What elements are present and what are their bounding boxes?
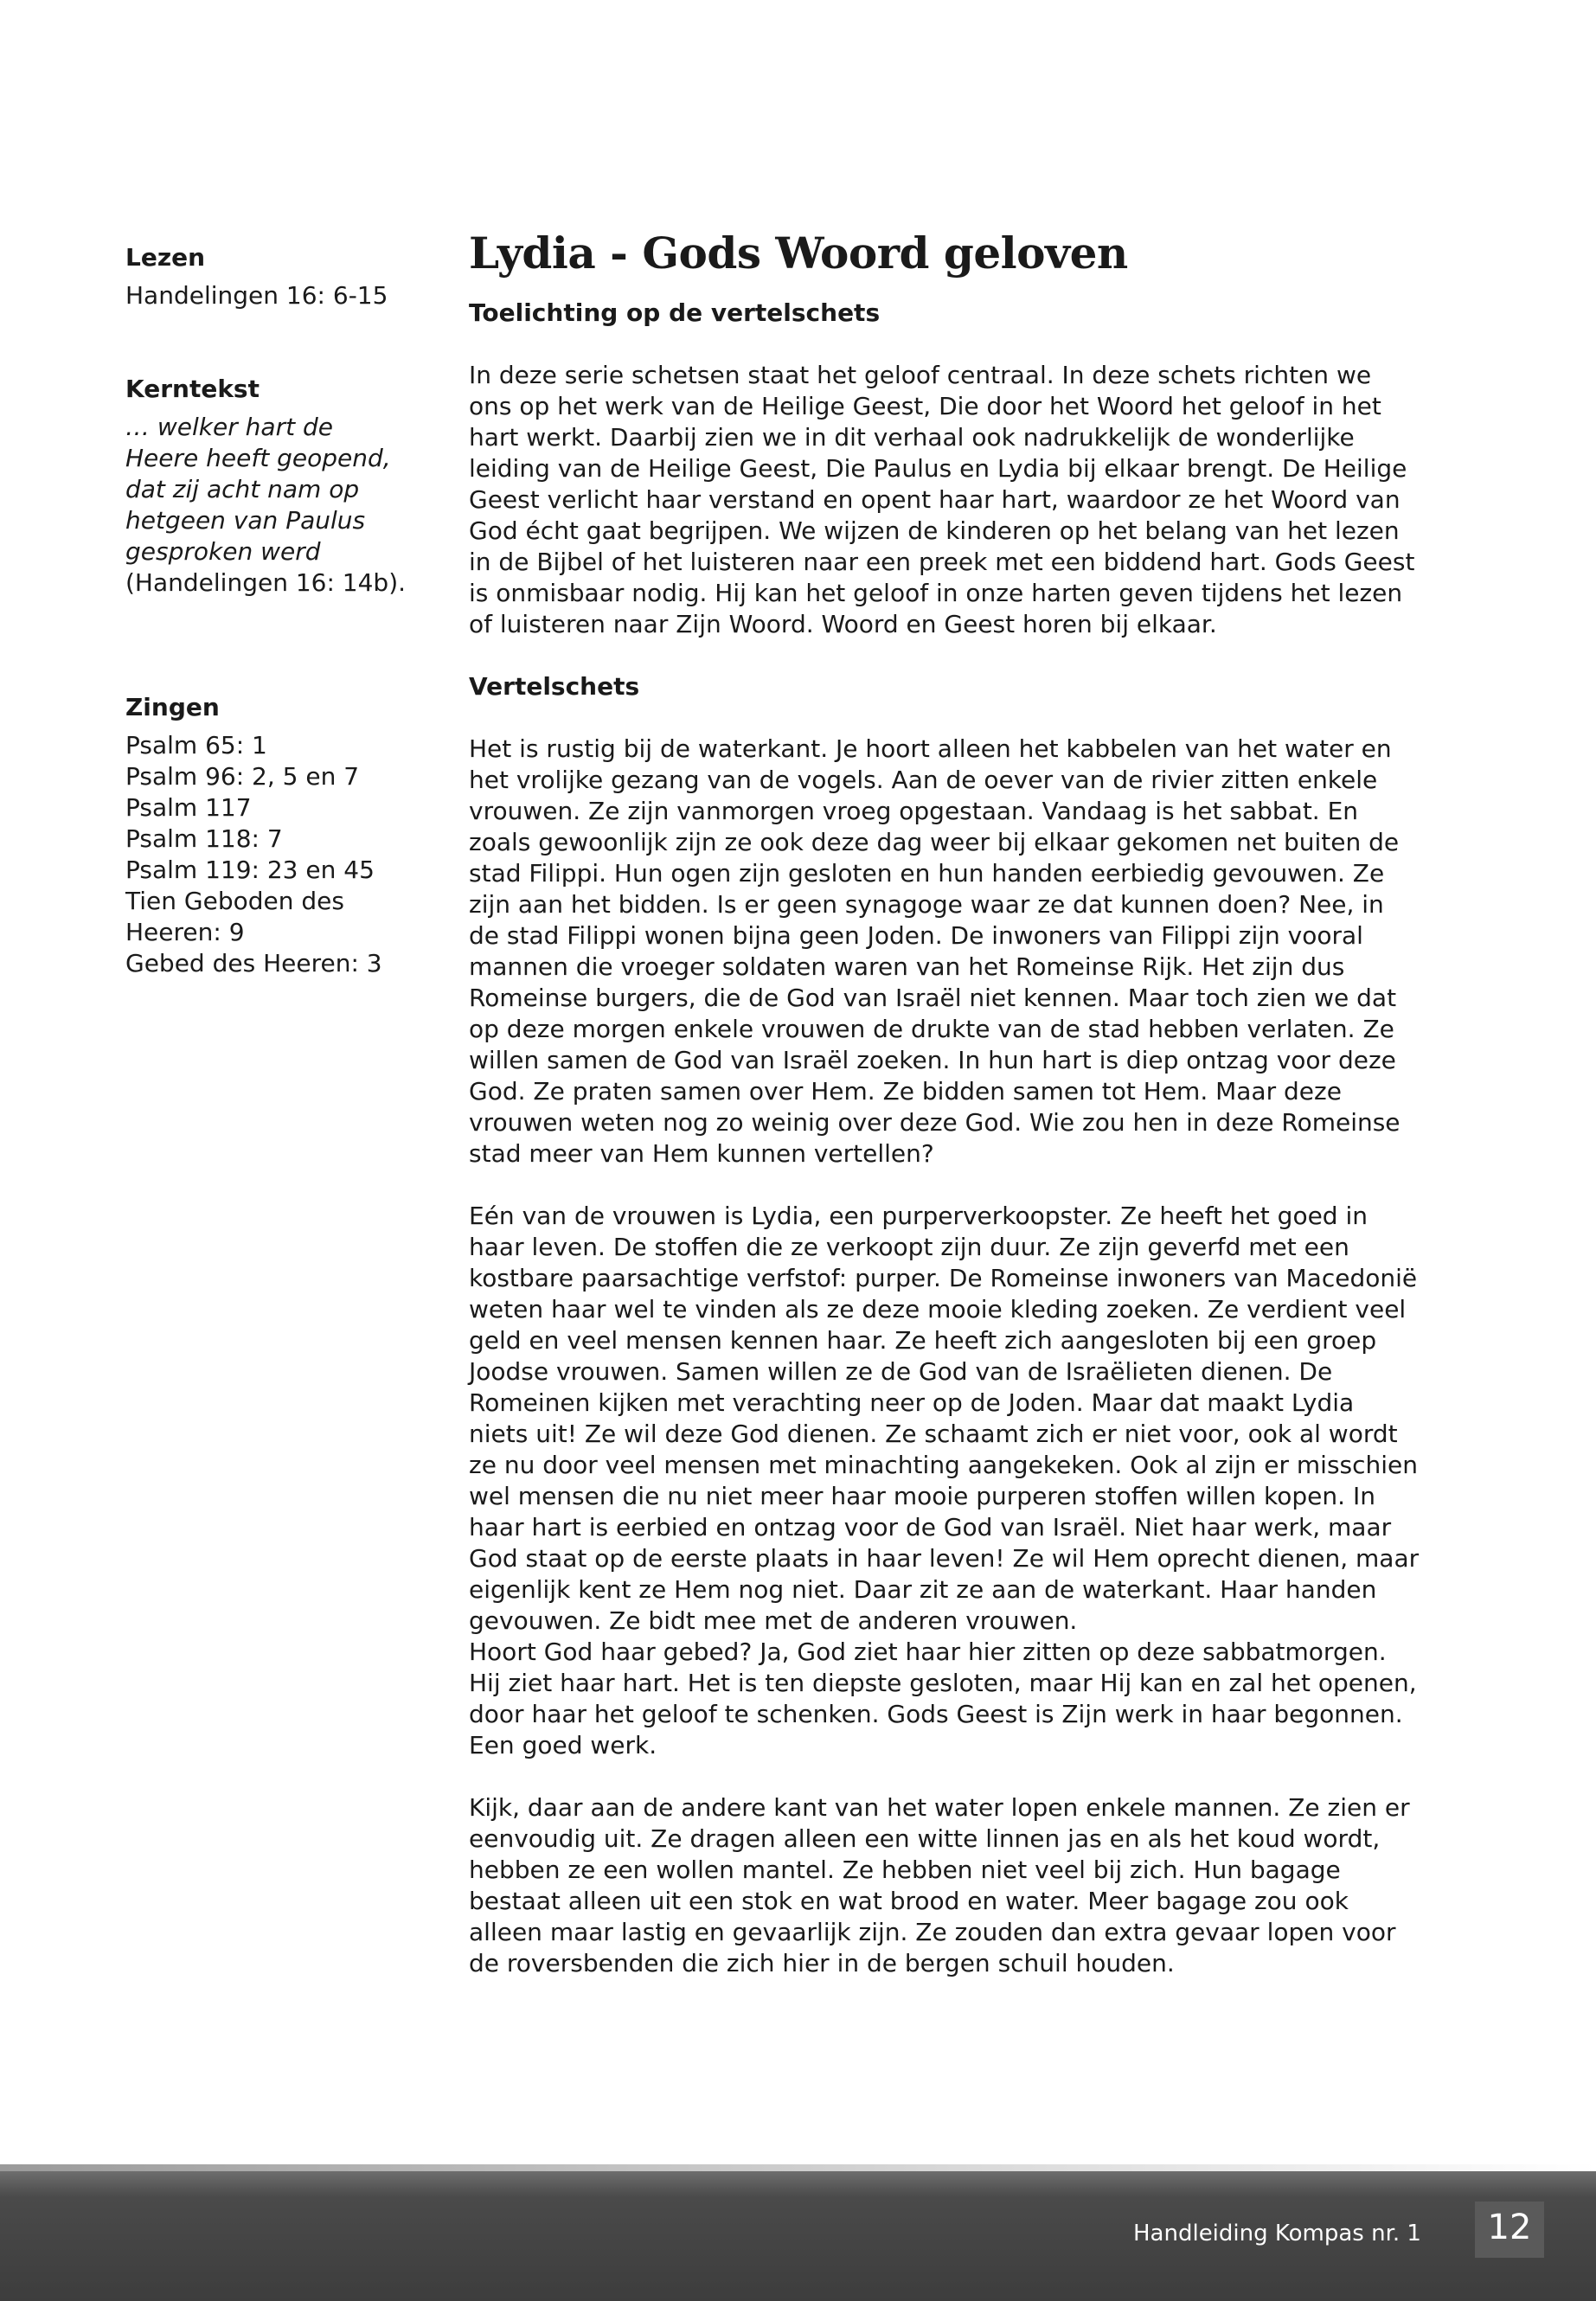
kerntekst-line: Heere heeft geopend, (125, 444, 391, 472)
kerntekst-line: gesproken werd (125, 537, 321, 566)
zingen-heading: Zingen (125, 693, 220, 721)
toelichting-text: In deze serie schetsen staat het geloof centraal. In deze schets richten we ons op het werk van de Heilige Geest, Die door het Woord het geloof in het hart werkt. Daarbij zien we in dit verhaal ook nadrukkelijk de wonderlijke leiding van de Heilige Geest, Die Paulus en Lydia bij elkaar brengt. De Heilige Geest verlicht haar verstand en opent haar hart, waardoor ze het Woord van God écht gaat begrijpen. We wijzen de kinderen op het belang van het lezen in de Bijbel of het luisteren naar een preek met een biddend hart. Gods Geest is onmisbaar nodig. Hij kan het geloof in onze harten geven tijdens het lezen of luisteren naar Zijn Woord. Woord en Geest horen bij elkaar. (469, 361, 1415, 638)
zingen-item: Psalm 65: 1 (125, 731, 267, 760)
footer-title: Handleiding Kompas nr. 1 (1133, 2221, 1421, 2247)
story-paragraph-4: Kijk, daar aan de andere kant van het water lopen enkele mannen. Ze zien er eenvoudig uit. Ze dragen alleen een witte linnen jas en als het koud wordt, hebben ze een wollen mantel. Ze hebben niet veel bij zich. Hun bagage bestaat alleen uit een stok en wat brood en water. Meer bagage zou ook alleen maar lastig en gevaarlijk zijn. Ze zouden dan extra gevaar lopen voor de roversbenden die zich hier in de bergen schuil houden. (469, 1793, 1410, 1977)
page-number: 12 (1475, 2202, 1544, 2258)
lezen-text: Handelingen 16: 6-15 (125, 281, 388, 310)
zingen-list (125, 730, 420, 979)
vertelschets-heading: Vertelschets (469, 672, 640, 701)
zingen-item: Heeren: 9 (125, 918, 245, 946)
kerntekst-reference: (Handelingen 16: 14b). (125, 568, 407, 597)
story-paragraph-3: Hoort God haar gebed? Ja, God ziet haar hier zitten op deze sabbatmorgen. Hij ziet haar hart. Het is ten diepste gesloten, maar Hij kan en zal het openen, door haar het geloof te schenken. Gods Geest is Zijn werk in haar begonnen. Een goed werk. (469, 1638, 1417, 1759)
toelichting-heading: Toelichting op de vertelschets (469, 298, 881, 327)
lezen-heading: Lezen (125, 243, 206, 272)
zingen-item: Psalm 96: 2, 5 en 7 (125, 762, 360, 791)
zingen-item: Psalm 117 (125, 793, 252, 822)
kerntekst-heading: Kerntekst (125, 375, 260, 403)
zingen-item: Gebed des Heeren: 3 (125, 949, 382, 977)
page-title: Lydia - Gods Woord geloven (469, 228, 1128, 279)
kerntekst-line: dat zij acht nam op (125, 475, 360, 503)
zingen-item: Psalm 119: 23 en 45 (125, 856, 375, 884)
zingen-item: Psalm 118: 7 (125, 824, 283, 853)
zingen-item: Tien Geboden des (125, 887, 344, 915)
kerntekst-line: … welker hart de (125, 413, 333, 441)
story-paragraph-1: Het is rustig bij de waterkant. Je hoort alleen het kabbelen van het water en het vrolijke gezang van de vogels. Aan de oever van de rivier zitten enkele vrouwen. Ze zijn vanmorgen vroeg opgestaan. Vandaag is het sabbat. En zoals gewoonlijk zijn ze ook deze dag weer bij elkaar gekomen net buiten de stad Filippi. Hun ogen zijn gesloten en hun handen eerbiedig gevouwen. Ze zijn aan het bidden. Is er geen synagoge waar ze dat kunnen doen? Nee, in de stad Filippi wonen bijna geen Joden. De inwoners van Filippi zijn vooral mannen die vroeger soldaten waren van het Romeinse Rijk. Het zijn dus Romeinse burgers, die de God van Israël niet kennen. Maar toch zien we dat op deze morgen enkele vrouwen de drukte van de stad hebben verlaten. Ze willen samen de God van Israël zoeken. In hun hart is diep ontzag voor deze God. Ze praten samen over Hem. Ze bidden samen tot Hem. Maar deze vrouwen weten nog zo weinig over deze God. Wie zou hen in deze Romeinse stad meer van Hem kunnen vertellen? (469, 734, 1401, 1168)
main-content (469, 227, 1420, 2010)
sidebar (125, 242, 420, 979)
story-paragraph-2: Eén van de vrouwen is Lydia, een purperverkoopster. Ze heeft het goed in haar leven. De stoffen die ze verkoopt zijn duur. Ze zijn geverfd met een kostbare paarsachtige verfstof: purper. De Romeinse inwoners van Macedonië weten haar wel te vinden als ze deze mooie kleding zoeken. Ze verdient veel geld en veel mensen kennen haar. Ze heeft zich aangesloten bij een groep Joodse vrouwen. Samen willen ze de God van de Israëlieten dienen. De Romeinen kijken met verachting neer op de Joden. Maar dat maakt Lydia niets uit! Ze wil deze God dienen. Ze schaamt zich er niet voor, ook al wordt ze nu door veel mensen met minachting aangekeken. Ook al zijn er misschien wel mensen die nu niet meer haar mooie purperen stoffen willen kopen. In haar hart is eerbied en ontzag voor de God van Israël. Niet haar werk, maar God staat op de eerste plaats in haar leven! Ze wil Hem oprecht dienen, maar eigenlijk kent ze Hem nog niet. Daar zit ze aan de waterkant. Haar handen gevouwen. Ze bidt mee met de anderen vrouwen. (469, 1202, 1420, 1635)
kerntekst-line: hetgeen van Paulus (125, 506, 366, 535)
